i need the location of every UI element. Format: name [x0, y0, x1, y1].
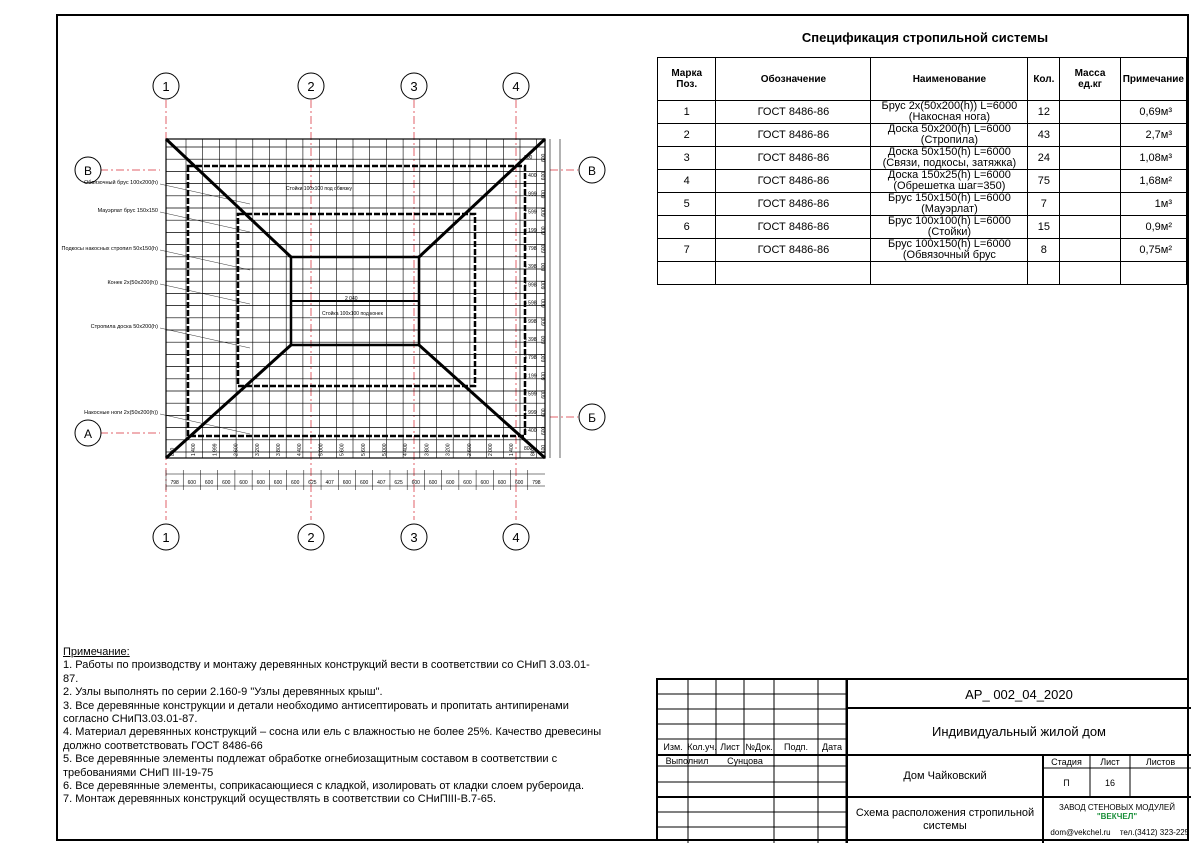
dim-spacing: 600 [541, 317, 547, 326]
callout-label: Конек 2x(50x200(h)) [107, 280, 158, 286]
spec-pos: 7 [658, 239, 716, 262]
spec-name: Доска 50x150(h) L=6000 (Связи, подкосы, затяжка) [871, 147, 1028, 170]
spec-header: Кол. [1028, 58, 1060, 101]
leader-line [160, 414, 250, 434]
dim-value: 600 [239, 480, 248, 486]
dim-length: 4 998 [524, 282, 537, 289]
dim-length: 5 598 [524, 300, 537, 307]
dim-value: 600 [446, 480, 455, 486]
dim-value: 625 [394, 480, 403, 486]
dim-spacing: 600 [541, 281, 547, 290]
callout-label: Мауэрлат брус 150x150 [97, 208, 158, 214]
dim-spacing: 600 [541, 299, 547, 308]
note-item: 1. Работы по производству и монтажу деревянных конструкций вести в соответствии со СНиП 3.03.01-87. [63, 659, 590, 685]
dim-value: 600 [273, 480, 283, 486]
spec-empty-cell [658, 262, 716, 285]
dim-length: 3 798 [524, 355, 537, 362]
spec-header: Наименование [871, 58, 1028, 101]
dim-length: 1 400 [191, 443, 198, 456]
callout-label: Обвязочный брус 100x200(h) [83, 180, 158, 186]
spec-qty: 15 [1028, 216, 1060, 239]
dim-length: 800 [170, 447, 176, 456]
dim-length: 1 999 [212, 443, 219, 456]
axis-label: А [83, 427, 93, 441]
dim-value: 600 [187, 480, 197, 486]
dim-spacing: 600 [541, 153, 547, 162]
dim-spacing: 600 [541, 171, 547, 181]
dim-value: 600 [291, 480, 300, 486]
dim-length: 1 999 [524, 409, 537, 416]
callout-label: Накосные ноги 2x(50x200(h)) [84, 410, 158, 416]
dim-length: 800 [524, 155, 533, 161]
axis-label: В [587, 164, 597, 178]
spec-mass [1060, 147, 1120, 170]
spec-mass [1060, 124, 1120, 147]
company-logo: "ВЕКЧЕЛ" [1096, 811, 1138, 821]
spec-qty: 43 [1028, 124, 1060, 147]
axis-label: 3 [410, 530, 418, 545]
spec-qty: 24 [1028, 147, 1060, 170]
axis-label: 1 [162, 530, 170, 545]
notes-heading: Примечание: [63, 646, 130, 658]
hip-rafter [166, 345, 291, 458]
spec-note: 0,9м² [1120, 216, 1186, 239]
hdr-data: Дата [822, 742, 842, 752]
spec-name: Доска 150x25(h) L=6000 (Обрешетка шаг=350) [871, 170, 1028, 193]
spec-row [658, 101, 1187, 124]
callout-label: Подкосы накосных стропил 50x150(h) [61, 246, 158, 252]
dim-length: 3 798 [524, 246, 537, 252]
note-item: 6. Все деревянные элементы, соприкасающиеся с кладкой, изолировать от кладки слоем рубероида. [63, 780, 585, 793]
spec-empty-cell [871, 262, 1028, 285]
hdr-list: Лист [720, 742, 740, 752]
axis-label: В [83, 164, 93, 178]
spec-qty: 75 [1028, 170, 1060, 193]
hip-rafter [166, 139, 291, 257]
dim-spacing: 600 [541, 208, 547, 217]
axis-label: 4 [512, 79, 520, 94]
spec-note: 2,7м³ [1120, 124, 1186, 147]
leader-line [160, 212, 250, 232]
note-item: 3. Все деревянные конструкции и детали необходимо антисептировать и пропитать антипиренами согласно СНиП3.03.01-87. [63, 699, 569, 726]
spec-empty-cell [1028, 262, 1060, 285]
spec-row [658, 193, 1187, 216]
dim-value: 600 [480, 480, 489, 486]
spec-name: Брус 100x150(h) L=6000 (Обвязочный брус [871, 239, 1028, 262]
spec-row-empty [658, 262, 1187, 285]
dim-length: 800 [524, 446, 533, 453]
dim-length: 4 398 [524, 264, 537, 271]
dim-length: 5 600 [339, 443, 346, 456]
dim-value: 407 [377, 480, 386, 486]
dim-value: 600 [514, 480, 524, 486]
spec-row [658, 239, 1187, 262]
notes [63, 646, 603, 807]
stage-value: П [1063, 777, 1070, 788]
spec-pos: 2 [658, 124, 716, 147]
spec-mass [1060, 239, 1120, 262]
dim-length: 2 599 [524, 391, 537, 398]
performer-name: Сунцова [727, 755, 763, 766]
dim-length: 3 200 [254, 443, 261, 456]
spec-header: Масса ед.кг [1060, 58, 1120, 101]
dim-spacing: 600 [541, 190, 547, 199]
dim-length: 1 400 [509, 443, 516, 456]
dim-value: 600 [204, 480, 214, 486]
title-block [656, 678, 1189, 841]
dim-spacing: 600 [541, 444, 547, 454]
leader-line [160, 184, 250, 204]
dim-length: 2 600 [466, 443, 473, 456]
company-phone: тел.(3412) 323-225 [1119, 827, 1190, 837]
sheets-header: Листов [1145, 756, 1176, 767]
spec-mass [1060, 193, 1120, 216]
spec-pos: 1 [658, 101, 716, 124]
dim-spacing: 600 [541, 353, 547, 363]
spec-empty-cell [1120, 262, 1186, 285]
spec-header: Обозначение [716, 58, 871, 101]
company-name: ЗАВОД СТЕНОВЫХ МОДУЛЕЙ [1058, 802, 1175, 812]
note-item: 7. Монтаж деревянных конструкций осуществлять в соответствии со СНиПIII-В.7-65. [63, 793, 497, 806]
dim-spacing: 600 [541, 335, 547, 344]
spec-name: Брус 2x(50x200(h)) L=6000 (Накосная нога) [871, 101, 1028, 124]
company-email: dom@vekchel.ru [1050, 827, 1111, 837]
spec-row [658, 170, 1187, 193]
spec-note: 1,08м³ [1120, 147, 1186, 170]
dim-length: 2 000 [488, 443, 494, 456]
stage-header: Стадия [1051, 756, 1082, 767]
rafter-plan [0, 0, 640, 600]
dim-length: 2 599 [524, 209, 537, 216]
dim-value: 798 [170, 480, 179, 486]
spec-title: Спецификация стропильной системы [801, 30, 1049, 45]
spec-mass [1060, 170, 1120, 193]
spec-pos: 4 [658, 170, 716, 193]
dim-spacing: 600 [541, 262, 547, 272]
dim-value: 407 [325, 480, 334, 486]
axis-label: 2 [307, 79, 315, 94]
dim-value: 600 [256, 480, 265, 486]
sheet-value: 16 [1104, 777, 1115, 788]
spec-code: ГОСТ 8486-86 [716, 216, 871, 239]
spec-code: ГОСТ 8486-86 [716, 147, 871, 170]
dim-length: 5 600 [360, 443, 367, 456]
spec-qty: 7 [1028, 193, 1060, 216]
dim-length: 1 999 [524, 191, 537, 198]
dim-length: 4 400 [297, 443, 304, 456]
dim-value: 600 [463, 480, 472, 486]
hdr-izm: Изм. [663, 742, 683, 752]
spec-empty-cell [716, 262, 871, 285]
leader-line [160, 250, 250, 270]
spec-qty: 12 [1028, 101, 1060, 124]
inner-label: Стойка 100x100 под конек [322, 311, 383, 317]
spec-header: Примечание [1120, 58, 1186, 101]
dim-value: 600 [342, 480, 352, 486]
spec-header-row [658, 58, 1187, 101]
axis-label: 2 [307, 530, 315, 545]
spec-note: 0,69м³ [1120, 101, 1186, 124]
dim-spacing: 600 [541, 244, 547, 253]
hdr-ndok: №Док. [745, 742, 773, 752]
spec-qty: 8 [1028, 239, 1060, 262]
sheets-value [1130, 768, 1191, 797]
spec-code: ГОСТ 8486-86 [716, 101, 871, 124]
spec-name: Брус 100x100(h) L=6000 (Стойки) [871, 216, 1028, 239]
spec-table [657, 57, 1187, 285]
spec-mass [1060, 216, 1120, 239]
drawing-name: Схема расположения стропильной системы [855, 807, 1035, 832]
dim-spacing: 600 [541, 426, 547, 435]
spec-mass [1060, 101, 1120, 124]
dim-value: 600 [497, 480, 507, 486]
axis-label: 1 [162, 79, 170, 94]
note-item: 5. Все деревянные элементы подлежат обработке огнебиозащитным составом в соответствии с требованиями СНиП III-19-75 [63, 753, 558, 779]
dim-value: 600 [428, 480, 438, 486]
spec-pos: 3 [658, 147, 716, 170]
spec-header: Марка Поз. [658, 58, 716, 101]
dim-length: 2 600 [233, 443, 240, 456]
performed-label: Выполнил [665, 755, 709, 766]
dim-length: 1 400 [524, 428, 537, 434]
dim-spacing: 600 [541, 372, 547, 381]
spec-pos: 6 [658, 216, 716, 239]
axis-label: Б [588, 411, 596, 425]
spec-empty-cell [1060, 262, 1120, 285]
dim-length: 3 199 [524, 373, 537, 380]
dim-value: 600 [222, 480, 231, 486]
hdr-podp: Подп. [784, 742, 808, 752]
axis-label: 4 [512, 530, 520, 545]
inner-label: Стойки 100x100 под обвязку [286, 186, 353, 192]
spec-name: Доска 50x200(h) L=6000 (Стропила) [871, 124, 1028, 147]
spec-note: 1,68м² [1120, 170, 1186, 193]
spec-code: ГОСТ 8486-86 [716, 170, 871, 193]
callout-label: Стропила доска 50x200(h) [90, 324, 158, 330]
sheet-header: Лист [1100, 756, 1120, 767]
axis-label: 3 [410, 79, 418, 94]
dim-value: 625 [308, 480, 317, 486]
dim-spacing: 600 [541, 408, 547, 417]
note-item: 2. Узлы выполнять по серии 2.160-9 "Узлы деревянных крыш". [63, 686, 383, 699]
spec-code: ГОСТ 8486-86 [716, 124, 871, 147]
spec-code: ГОСТ 8486-86 [716, 239, 871, 262]
dim-length: 3 199 [524, 227, 537, 234]
dim-value: 600 [359, 480, 369, 486]
spec-name: Брус 150x150(h) L=6000 (Мауэрлат) [871, 193, 1028, 216]
dim-length: 4 998 [524, 318, 537, 325]
spec-note: 0,75м² [1120, 239, 1186, 262]
dim-length: 5 000 [318, 443, 325, 456]
spec-row [658, 216, 1187, 239]
note-item: 4. Материал деревянных конструкций – сосна или ель с влажностью не более 25%. Качество древесины должно соответствовать ГОСТ 8486-66 [63, 726, 602, 752]
house-name: Дом Чайковский [903, 770, 987, 782]
spec-note: 1м³ [1120, 193, 1186, 216]
leader-line [160, 284, 250, 304]
dim-value: 798 [532, 480, 541, 486]
spec-row [658, 147, 1187, 170]
dim-value: 600 [411, 480, 420, 486]
dim-length: 3 800 [424, 443, 431, 456]
dim-length: 1 400 [524, 173, 537, 180]
dim-spacing: 600 [541, 226, 547, 235]
project-name: Индивидуальный жилой дом [931, 724, 1106, 739]
dim-length: 4 400 [403, 443, 410, 456]
dim-length: 3 800 [276, 443, 282, 456]
inner-label: 2 040 [345, 296, 358, 302]
spec-code: ГОСТ 8486-86 [716, 193, 871, 216]
leader-line [160, 328, 250, 348]
hdr-koluch: Кол.уч. [687, 742, 717, 752]
dim-length: 3 200 [445, 443, 452, 456]
dim-length: 5 000 [382, 443, 388, 456]
dim-length: 800 [530, 447, 537, 456]
drawing-code: АР_ 002_04_2020 [965, 686, 1073, 702]
dim-spacing: 600 [541, 390, 547, 399]
dim-length: 4 398 [524, 337, 537, 343]
spec-row [658, 124, 1187, 147]
spec-pos: 5 [658, 193, 716, 216]
